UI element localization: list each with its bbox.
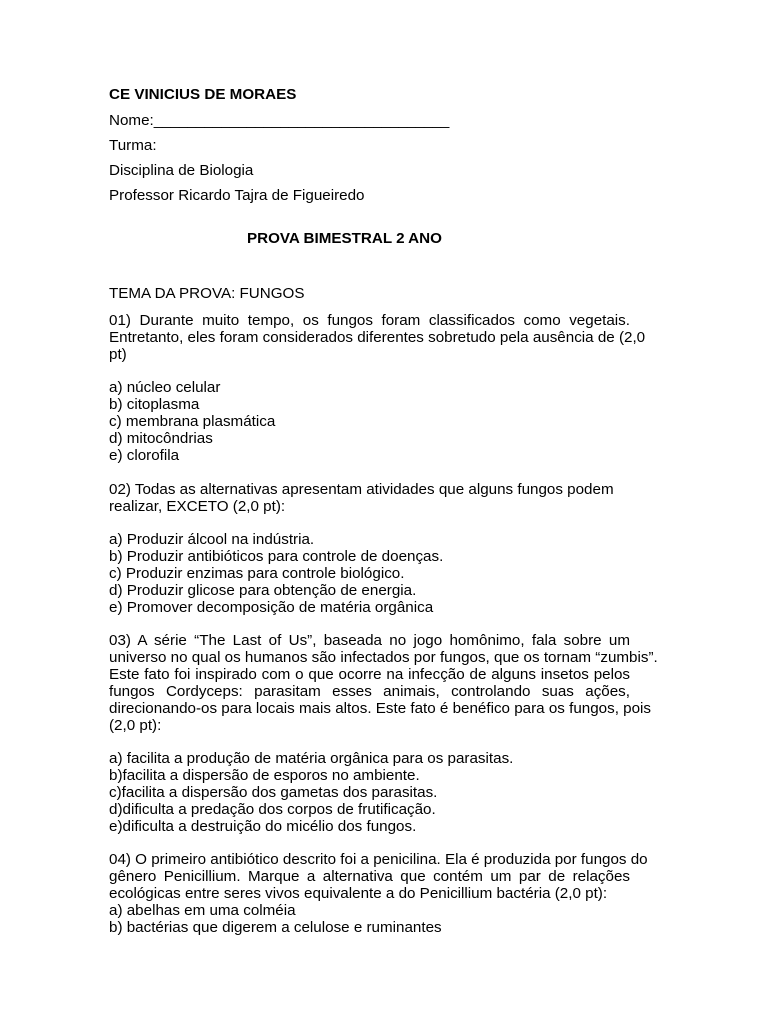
question-2-option-d: d) Produzir glicose para obtenção de energia.	[109, 582, 417, 599]
question-3-option-d: d)dificulta a predação dos corpos de frutificação.	[109, 801, 436, 818]
name-field-line: Nome:___________________________________	[109, 112, 450, 129]
question-1-option-a: a) núcleo celular	[109, 379, 221, 396]
question-3-stem-line: universo no qual os humanos são infectados por fungos, que os tornam “zumbis”.	[109, 649, 658, 666]
question-2-option-b: b) Produzir antibióticos para controle de doenças.	[109, 548, 444, 565]
question-3-stem-line: fungos Cordyceps: parasitam esses animais, controlando suas ações,	[109, 683, 630, 700]
question-1-stem-line: 01) Durante muito tempo, os fungos foram classificados como vegetais.	[109, 312, 630, 329]
question-1-stem-line: pt)	[109, 346, 127, 363]
question-3-stem-line: (2,0 pt):	[109, 717, 162, 734]
question-3-stem-line: Este fato foi inspirado com o que ocorre na infecção de alguns insetos pelos	[109, 666, 630, 683]
question-1-stem-line: Entretanto, eles foram considerados diferentes sobretudo pela ausência de (2,0	[109, 329, 646, 346]
class-field-line: Turma:	[109, 137, 157, 154]
exam-theme: TEMA DA PROVA: FUNGOS	[109, 285, 305, 302]
subject-line: Disciplina de Biologia	[109, 162, 254, 179]
question-3-option-e: e)dificulta a destruição do micélio dos fungos.	[109, 818, 417, 835]
question-3-option-a: a) facilita a produção de matéria orgânica para os parasitas.	[109, 750, 514, 767]
question-3-stem-line: direcionando-os para locais mais altos. Este fato é benéfico para os fungos, pois	[109, 700, 652, 717]
question-3-option-c: c)facilita a dispersão dos gametas dos parasitas.	[109, 784, 438, 801]
question-3-option-b: b)facilita a dispersão de esporos no ambiente.	[109, 767, 420, 784]
question-3-stem-line: 03) A série “The Last of Us”, baseada no jogo homônimo, fala sobre um	[109, 632, 630, 649]
question-2-stem-line: 02) Todas as alternativas apresentam atividades que alguns fungos podem	[109, 481, 614, 498]
question-1-option-e: e) clorofila	[109, 447, 180, 464]
question-1-option-c: c) membrana plasmática	[109, 413, 276, 430]
exam-title: PROVA BIMESTRAL 2 ANO	[247, 230, 442, 247]
question-1-option-d: d) mitocôndrias	[109, 430, 213, 447]
question-2-option-e: e) Promover decomposição de matéria orgânica	[109, 599, 434, 616]
question-1-option-b: b) citoplasma	[109, 396, 200, 413]
question-4-stem-line: 04) O primeiro antibiótico descrito foi a penicilina. Ela é produzida por fungos do	[109, 851, 648, 868]
teacher-line: Professor Ricardo Tajra de Figueiredo	[109, 187, 365, 204]
question-4-option-a: a) abelhas em uma colméia	[109, 902, 296, 919]
question-4-option-b: b) bactérias que digerem a celulose e ruminantes	[109, 919, 442, 936]
school-name: CE VINICIUS DE MORAES	[109, 86, 297, 103]
question-4-stem-line: gênero Penicillium. Marque a alternativa que contém um par de relações	[109, 868, 630, 885]
question-4-stem-line: ecológicas entre seres vivos equivalente a do Penicillium bactéria (2,0 pt):	[109, 885, 608, 902]
question-2-option-c: c) Produzir enzimas para controle biológico.	[109, 565, 405, 582]
question-2-stem-line: realizar, EXCETO (2,0 pt):	[109, 498, 286, 515]
question-2-option-a: a) Produzir álcool na indústria.	[109, 531, 315, 548]
